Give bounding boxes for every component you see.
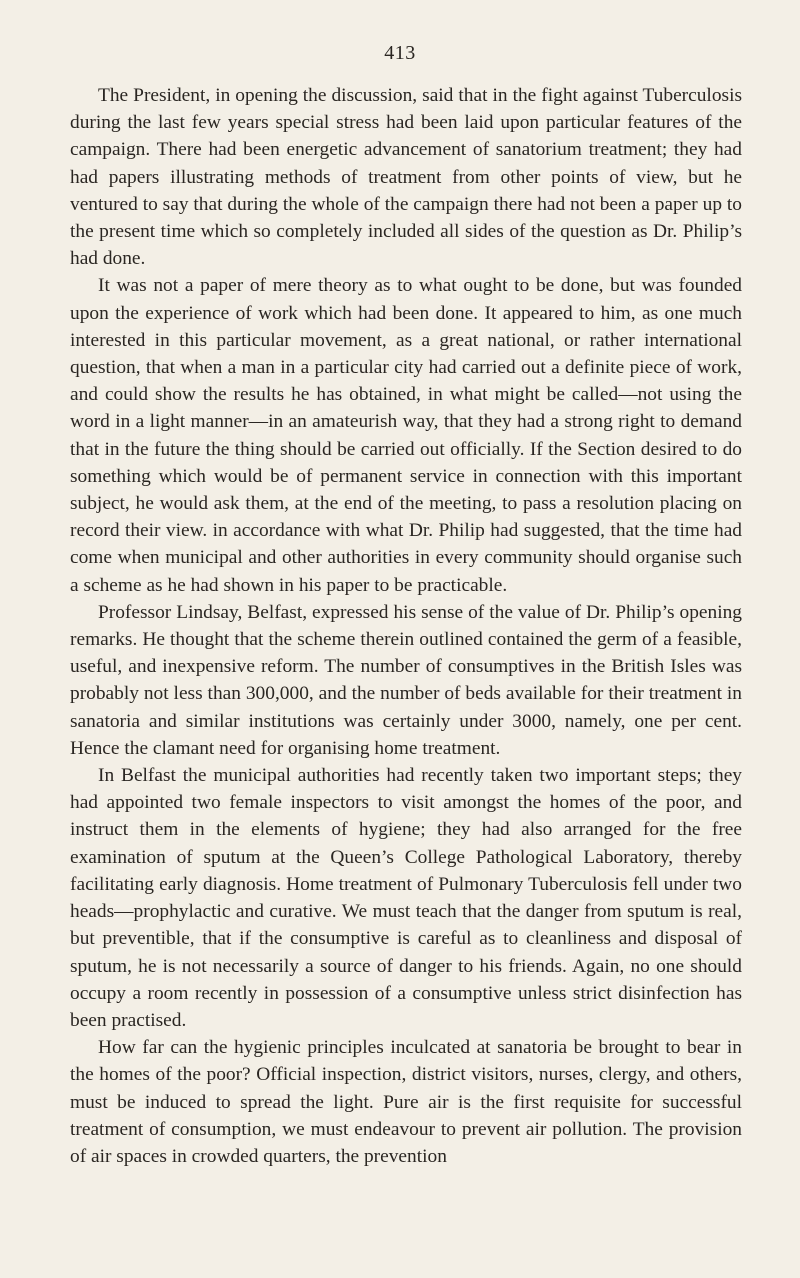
paragraph-theory-and-resolution: It was not a paper of mere theory as to what ought to be done, but was founded upon the experience of work which had been done. It appeared to him, as one much interested in this particular movement, as a great national, or rather international question, that when a man in a particular city had carried out a definite piece of work, and could show the results he has obtained, in what might be called—not using the word in a light manner—in an amateurish way, that they had a strong right to demand that in the future the thing should be carried out officially. If the Section desired to do something which would be of permanent service in connection with this important subject, he would ask them, at the end of the meeting, to pass a resolution placing on record their view. in accordance with what Dr. Philip had suggested, that the time had come when municipal and other authorities in every community should organise such a scheme as he had shown in his paper to be practicable. [70,275,742,596]
paragraph-hygienic-principles: How far can the hygienic principles inculcated at sanatoria be brought to bear in the homes of the poor? Official inspection, district visitors, nurses, clergy, and others, must be induced to spread the light. Pure air is the first requisite for successful treatment of consumption, we must endeavour to prevent air pollution. The provision of air spaces in crowded quarters, the prevention [70,1037,742,1167]
paragraph-belfast-steps: In Belfast the municipal authorities had recently taken two important steps; they had appointed two female inspectors to visit amongst the homes of the poor, and instruct them in the elements of hygiene; they had also arranged for the free examination of sputum at the Queen’s College Pathological Laboratory, thereby facilitating early diagnosis. Home treatment of Pulmonary Tuberculosis fell under two heads—prophylactic and curative. We must teach that the danger from sputum is real, but preventible, that if the consumptive is careful as to cleanliness and disposal of sputum, he is not necessarily a source of danger to his friends. Again, no one should occupy a room recently in possession of a consumptive unless strict disinfection has been practised. [70,765,742,1031]
paragraph-professor-lindsay: Professor Lindsay, Belfast, expressed his sense of the value of Dr. Philip’s opening remarks. He thought that the scheme therein outlined contained the germ of a feasible, useful, and inexpensive reform. The number of consumptives in the British Isles was probably not less than 300,000, and the number of beds available for their treatment in sanatoria and similar institutions was certainly under 3000, namely, one per cent. Hence the clamant need for organising home treatment. [70,601,742,759]
paragraph-president-opening: The President, in opening the discussion, said that in the fight against Tuberculosis during the last few years special stress had been laid upon particular features of the campaign. There had been energetic advancement of sanatorium treatment; they had had papers illustrating methods of treatment from other points of view, but he ventured to say that during the whole of the campaign there had not been a paper up to the present time which so completely included all sides of the question as Dr. Philip’s had done. [70,85,742,270]
body-text [70,82,742,1170]
page-number: 413 [384,42,416,64]
